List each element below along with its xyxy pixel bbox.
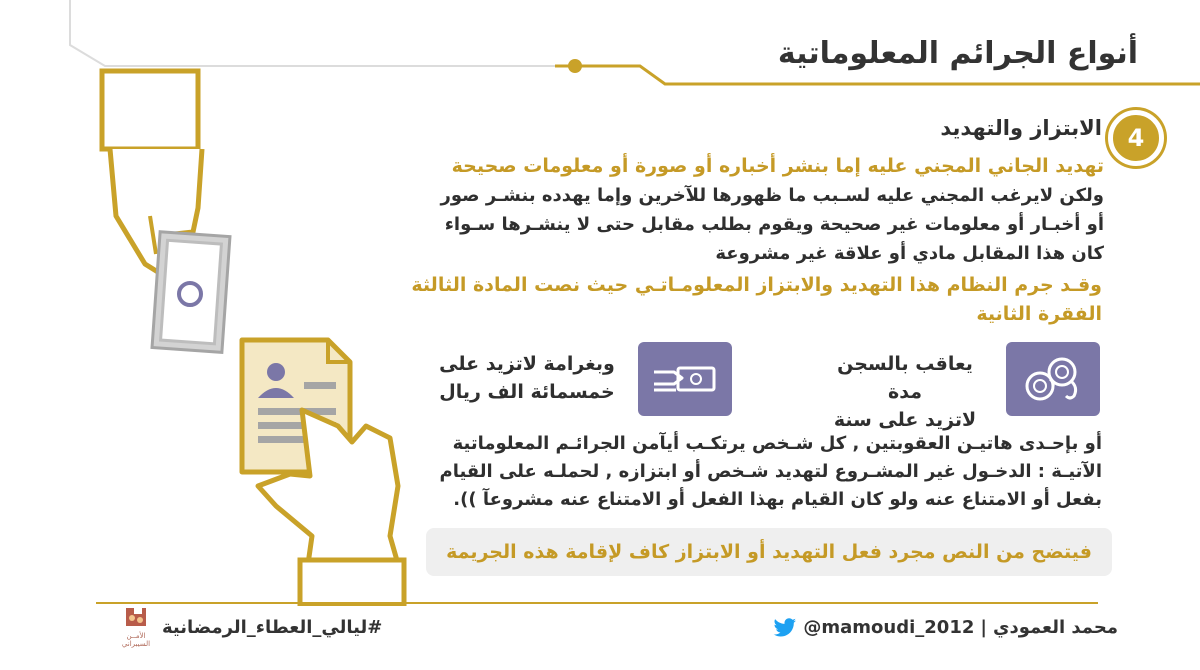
money-hand-icon — [638, 342, 732, 416]
handcuffs-badge — [1006, 342, 1100, 416]
logo-line2: السيبراني — [121, 640, 151, 648]
footer-divider — [96, 602, 1098, 604]
paragraph2 — [342, 271, 1102, 329]
twitter-handle[interactable]: @mamoudi_2012 — [803, 617, 975, 638]
paragraph3-line: بفعل أو الامتناع عنه ولو كان القيام بهذا الفعل أو الامتناع عنه مشروعآ )). — [453, 489, 1102, 510]
separator: | — [980, 617, 987, 638]
twitter-icon[interactable] — [773, 618, 797, 638]
paragraph1-line: أو أخبـار أو معلومات غير صحيحة ويقوم بطلب مقابل حتى لا ينشـرها سـواء — [444, 214, 1104, 235]
section-number-badge: 4 — [1108, 110, 1164, 166]
paragraph3 — [332, 430, 1102, 514]
paragraph2-line: الفقرة الثانية — [976, 303, 1102, 325]
conclusion-text: فيتضح من النص مجرد فعل التهديد أو الابتزاز كاف لإقامة هذه الجريمة — [446, 541, 1092, 563]
money-badge — [638, 342, 732, 416]
prison-penalty-line2: لاتزيد على سنة — [833, 409, 977, 431]
paragraph2-line: وقـد جرم النظام هذا التهديد والابتزاز المعلومـاتـي حيث نصت المادة الثالثة — [411, 274, 1102, 296]
money-bill-icon — [152, 232, 230, 353]
page-title: أنواع الجرائم المعلوماتية — [777, 36, 1138, 71]
logo-text — [116, 632, 156, 648]
illustration — [90, 66, 420, 606]
fine-penalty-line1: وبغرامة لاتزيد على — [439, 353, 615, 375]
paragraph1-line: كان هذا المقابل مادي أو علاقة غير مشروعة — [715, 243, 1104, 264]
author-name: محمد العمودي — [992, 617, 1118, 638]
paragraph1-body — [344, 181, 1104, 268]
paragraph3-line: الآتيـة : الدخـول غير المشـروع لتهديد شـخص أو ابتزازه , لحملـه على القيام — [439, 461, 1102, 482]
handcuffs-icon — [1006, 342, 1100, 416]
paragraph1-lead: تهديد الجاني المجني عليه إما بنشر أخباره أو صورة أو معلومات صحيحة — [451, 155, 1104, 177]
section-heading: الابتزاز والتهديد — [940, 116, 1102, 140]
conclusion-box — [426, 528, 1112, 576]
paragraph3-line: أو بإحـدى هاتيـن العقوبتين , كل شـخص يرتكـب أيآمن الجرائـم المعلوماتية — [452, 433, 1102, 454]
prison-penalty-text — [820, 350, 990, 434]
fine-penalty-text — [432, 350, 622, 406]
paragraph1-line: ولكن لايرغب المجني عليه لسـبب ما ظهورها للآخرين وإما يهدده بنشـر صور — [440, 185, 1104, 206]
logo-line1: الأمــن — [126, 632, 146, 640]
fine-penalty-line2: خمسمائة الف ريال — [439, 381, 615, 403]
hashtag[interactable]: #ليالي_العطاء_الرمضانية — [162, 617, 383, 638]
prison-penalty-line1: يعاقب بالسجن مدة — [837, 353, 973, 403]
footer-author — [773, 617, 1118, 638]
